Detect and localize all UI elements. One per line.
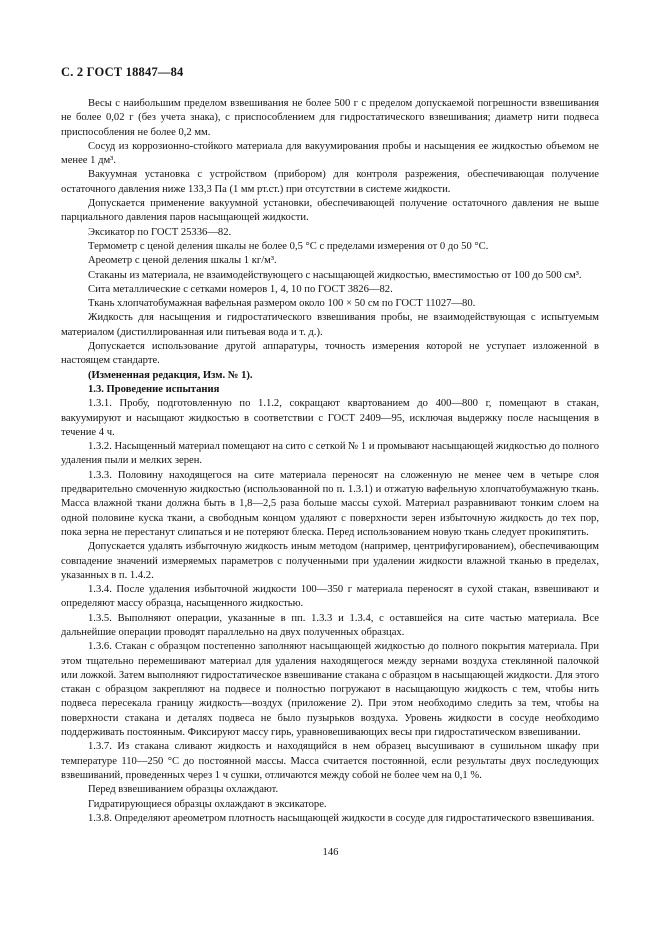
paragraph: Допускается применение вакуумной установки, обеспечивающей получение остаточного давления не выше парциального давления паров насыщающей жидкости.	[61, 198, 599, 224]
page-number: 146	[322, 847, 339, 858]
paragraph: 1.3.8. Определяют ареометром плотность насыщающей жидкости в сосуде для гидростатического взвешивания.	[88, 812, 595, 824]
paragraph: 1.3.4. После удаления избыточной жидкости 100—350 г материала переносят в сухой стакан, взвешивают и определяют массу образца, насыщенного жидкостью.	[61, 584, 599, 610]
paragraph: Эксикатор по ГОСТ 25336—82.	[88, 226, 232, 238]
paragraph: Вакуумная установка с устройством (прибором) для контроля разрежения, обеспечивающая получение остаточного давления ниже 133,3 Па (1 мм рт.ст.) при отсутствии в системе жидкости.	[61, 169, 599, 195]
paragraph: Весы с наибольшим пределом взвешивания не более 500 г с пределом допускаемой погрешности взвешивания не более 0,02 г (без учета знака), с приспособлением для гидростатического взвешивания; диаметр нити подвеса приспособления не более 0,2 мм.	[61, 98, 599, 138]
paragraph: 1.3.6. Стакан с образцом постепенно заполняют насыщающей жидкостью до полного покрытия материала. При этом тщательно перемешивают материал для удаления находящегося между зернами воздуха стеклянной палочкой или ложкой. Затем выполняют гидростатическое взвешивание стакана с образцом в насыщающей жидкости. Для этого стакан с образцом закрепляют на подвесе и полностью погружают в насыщающую жидкость с тем, чтобы нить подвеса пересекала границу жидкость—воздух (приложение 2). При этом необходимо следить за тем, чтобы на поверхности стакана и деталях подвеса не было пузырьков воздуха. Уровень жидкости в сосуде необходимо поддерживать постоянным. Фиксируют массу гирь, уравновешивающих весы при гидростатическом взвешивании.	[61, 641, 599, 739]
section-heading: 1.3. Проведение испытания	[88, 383, 220, 395]
paragraph: 1.3.3. Половину находящегося на сите материала переносят на сложенную не менее чем в четыре слоя предварительно смоченную жидкостью (использованной по п. 1.3.1) и отжатую вафельную хлопчатобумажную ткань. Масса влажной ткани должна быть в 1,8—2,5 раза больше массы сухой. Материал разравнивают тонким слоем на одной половине куска ткани, а свободным концом удаляют с поверхности зерен избыточную жидкость до тех пор, пока зерна не перестанут слипаться и не потеряют блеска. Перед использованием новую ткань следует прокипятить.	[61, 469, 599, 538]
paragraph: Жидкость для насыщения и гидростатического взвешивания пробы, не взаимодействующая с испытуемым материалом (дистиллированная или питьевая вода и т. д.).	[61, 312, 599, 338]
paragraph: Ткань хлопчатобумажная вафельная размером около 100 × 50 см по ГОСТ 11027—80.	[88, 298, 476, 310]
paragraph: Перед взвешиванием образцы охлаждают.	[88, 784, 279, 796]
paragraph: Допускается использование другой аппаратуры, точность измерения которой не уступает изложенной в настоящем стандарте.	[61, 341, 599, 367]
paragraph: Гидратирующиеся образцы охлаждают в эксикаторе.	[88, 798, 327, 810]
paragraph: Стаканы из материала, не взаимодействующего с насыщающей жидкостью, вместимостью от 100 до 500 см³.	[88, 269, 582, 281]
paragraph: Сосуд из коррозионно-стойкого материала для вакуумирования пробы и насыщения ее жидкостью объемом не менее 1 дм³.	[61, 140, 599, 167]
paragraph: Ареометр с ценой деления шкалы 1 кг/м³.	[88, 255, 277, 267]
paragraph: 1.3.7. Из стакана сливают жидкость и находящийся в нем образец высушивают в сушильном шкафу при температуре 110—250 °С до постоянной массы. Масса считается постоянной, если результаты двух последующих взвешиваний, проведенных через 1 ч сушки, отличаются между собой не более чем на 0,1 %.	[61, 741, 599, 781]
page-header: С. 2 ГОСТ 18847—84	[61, 65, 184, 79]
body-text	[61, 97, 599, 826]
paragraph: 1.3.5. Выполняют операции, указанные в пп. 1.3.3 и 1.3.4, с оставшейся на сите частью материала. Все дальнейшие операции проводят параллельно на двух полученных образцах.	[61, 612, 599, 638]
amendment-note: (Измененная редакция, Изм. № 1).	[88, 369, 253, 381]
paragraph: 1.3.1. Пробу, подготовленную по 1.1.2, сокращают квартованием до 400—800 г, помещают в стакан, вакуумируют и насыщают жидкостью в соответствии с ГОСТ 2409—95, исключая выдержку после насыщения в течение 4 ч.	[61, 398, 599, 438]
paragraph: Сита металлические с сетками номеров 1, 4, 10 по ГОСТ 3826—82.	[88, 283, 393, 295]
paragraph: Допускается удалять избыточную жидкость иным методом (например, центрифугированием), обеспечивающим совпадение значений измеряемых параметров с полученными при удалении жидкости влажной тканью в пределах, указанных в п. 1.4.2.	[61, 541, 599, 581]
paragraph: Термометр с ценой деления шкалы не более 0,5 °С с пределами измерения от 0 до 50 °С.	[88, 240, 489, 252]
paragraph: 1.3.2. Насыщенный материал помещают на сито с сеткой № 1 и промывают насыщающей жидкостью до полного удаления пыли и мелких зерен.	[61, 441, 599, 467]
